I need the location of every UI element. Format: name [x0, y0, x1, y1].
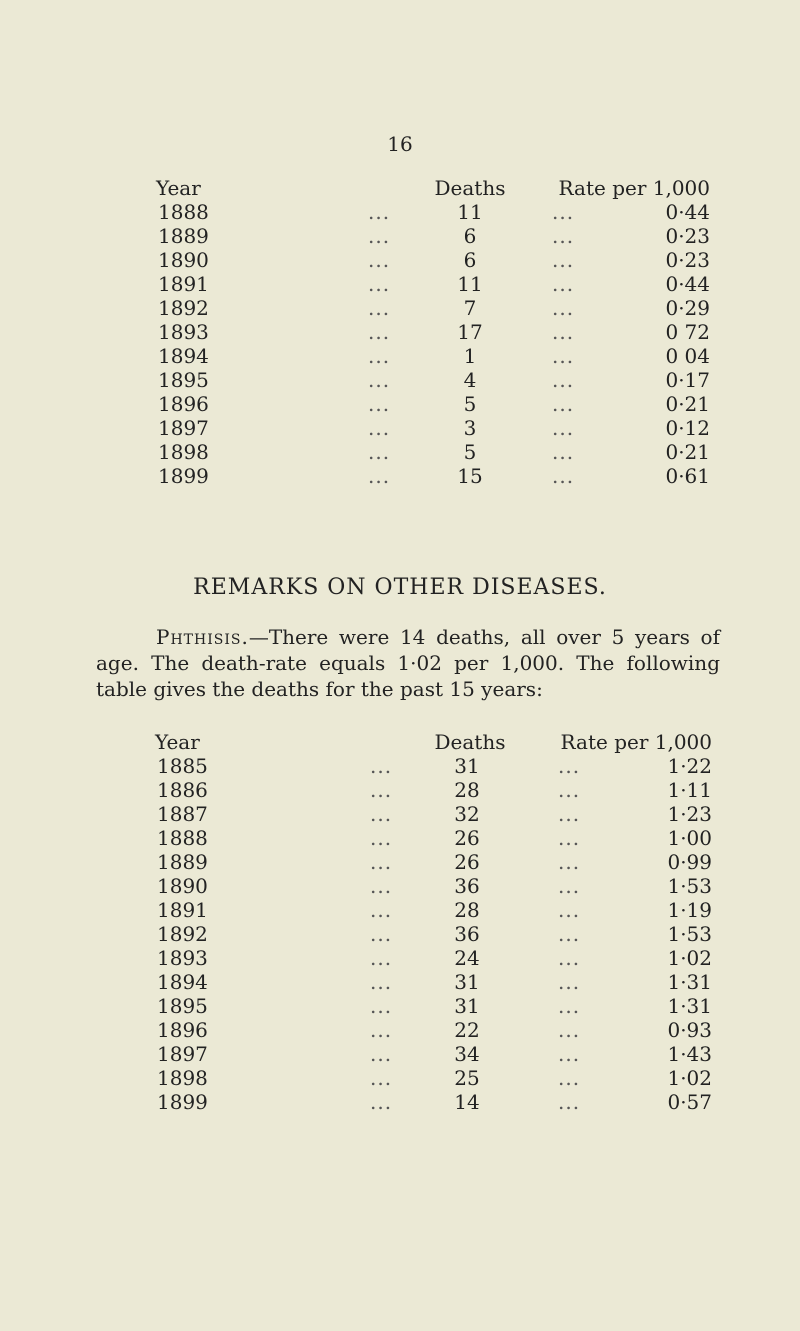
cell-deaths: 36 [454, 922, 480, 946]
leader-dots: ... [370, 826, 393, 850]
cell-deaths: 31 [454, 994, 480, 1018]
header-deaths: Deaths [434, 176, 506, 200]
leader-dots: ... [368, 464, 391, 488]
cell-rate: 1·53 [667, 874, 712, 898]
cell-year: 1885 [157, 754, 208, 778]
cell-deaths: 28 [454, 898, 480, 922]
leader-dots: ... [558, 826, 581, 850]
cell-year: 1890 [157, 874, 208, 898]
leader-dots: ... [368, 320, 391, 344]
leader-dots: ... [558, 778, 581, 802]
deaths-table-1885-1899 [0, 730, 800, 1114]
leader-dots: ... [370, 874, 393, 898]
cell-rate: 1·02 [667, 1066, 712, 1090]
cell-deaths: 11 [457, 272, 483, 296]
table-row [0, 440, 800, 464]
table-row [0, 922, 800, 946]
leader-dots: ... [558, 754, 581, 778]
cell-deaths: 32 [454, 802, 480, 826]
cell-year: 1899 [158, 464, 209, 488]
page-number: 16 [387, 132, 413, 156]
cell-deaths: 31 [454, 754, 480, 778]
cell-rate: 0·93 [667, 1018, 712, 1042]
leader-dots: ... [370, 1066, 393, 1090]
leader-dots: ... [368, 224, 391, 248]
cell-rate: 1·53 [667, 922, 712, 946]
cell-rate: 1·11 [667, 778, 712, 802]
table-row [0, 1042, 800, 1066]
table-row [0, 826, 800, 850]
leader-dots: ... [370, 1018, 393, 1042]
leader-dots: ... [368, 392, 391, 416]
cell-rate: 0·44 [665, 200, 710, 224]
cell-deaths: 26 [454, 826, 480, 850]
leader-dots: ... [368, 296, 391, 320]
leader-dots: ... [552, 272, 575, 296]
leader-dots: ... [558, 1018, 581, 1042]
table-row [0, 296, 800, 320]
leader-dots: ... [558, 994, 581, 1018]
table-row [0, 1066, 800, 1090]
table-row [0, 1090, 800, 1114]
cell-year: 1899 [157, 1090, 208, 1114]
table-header-row [0, 730, 800, 754]
leader-dots: ... [558, 946, 581, 970]
cell-deaths: 5 [463, 440, 477, 464]
cell-rate: 1·31 [667, 970, 712, 994]
leader-dots: ... [370, 778, 393, 802]
table-row [0, 344, 800, 368]
cell-deaths: 11 [457, 200, 483, 224]
table-row [0, 248, 800, 272]
cell-rate: 1·43 [667, 1042, 712, 1066]
cell-year: 1886 [157, 778, 208, 802]
header-year: Year [155, 730, 200, 754]
phthisis-paragraph [96, 624, 720, 702]
table-row [0, 874, 800, 898]
leader-dots: ... [370, 754, 393, 778]
table-row [0, 224, 800, 248]
leader-dots: ... [368, 416, 391, 440]
leader-dots: ... [558, 874, 581, 898]
table-row [0, 416, 800, 440]
leader-dots: ... [368, 248, 391, 272]
cell-rate: 0·12 [665, 416, 710, 440]
table-row [0, 392, 800, 416]
leader-dots: ... [368, 344, 391, 368]
table-row [0, 994, 800, 1018]
header-rate: Rate per 1,000 [558, 176, 710, 200]
cell-rate: 1·19 [667, 898, 712, 922]
leader-dots: ... [552, 368, 575, 392]
leader-dots: ... [552, 344, 575, 368]
cell-year: 1887 [157, 802, 208, 826]
cell-rate: 1·23 [667, 802, 712, 826]
cell-rate: 0·61 [665, 464, 710, 488]
leader-dots: ... [370, 922, 393, 946]
cell-rate: 1·22 [667, 754, 712, 778]
table-row [0, 754, 800, 778]
cell-deaths: 36 [454, 874, 480, 898]
cell-deaths: 22 [454, 1018, 480, 1042]
leader-dots: ... [370, 898, 393, 922]
leader-dots: ... [552, 200, 575, 224]
cell-rate: 0·44 [665, 272, 710, 296]
cell-year: 1890 [158, 248, 209, 272]
cell-year: 1893 [158, 320, 209, 344]
cell-deaths: 25 [454, 1066, 480, 1090]
cell-deaths: 3 [463, 416, 477, 440]
cell-year: 1896 [158, 392, 209, 416]
cell-rate: 0·17 [665, 368, 710, 392]
table-row [0, 802, 800, 826]
cell-rate: 0·57 [667, 1090, 712, 1114]
leader-dots: ... [558, 898, 581, 922]
cell-year: 1892 [158, 296, 209, 320]
leader-dots: ... [552, 392, 575, 416]
cell-year: 1895 [157, 994, 208, 1018]
leader-dots: ... [370, 850, 393, 874]
header-deaths: Deaths [434, 730, 506, 754]
leader-dots: ... [552, 224, 575, 248]
cell-rate: 0·21 [665, 440, 710, 464]
table-row [0, 970, 800, 994]
cell-year: 1888 [157, 826, 208, 850]
paragraph-text: —There were 14 deaths, all over 5 years of age. The death-rate equals 1·02 per 1,000. The following table gives the deaths for the past 15 years: [96, 625, 720, 701]
leader-dots: ... [558, 802, 581, 826]
cell-year: 1894 [158, 344, 209, 368]
cell-deaths: 5 [463, 392, 477, 416]
cell-deaths: 4 [463, 368, 477, 392]
leader-dots: ... [558, 922, 581, 946]
leader-dots: ... [368, 368, 391, 392]
table-row [0, 850, 800, 874]
cell-deaths: 26 [454, 850, 480, 874]
cell-year: 1898 [157, 1066, 208, 1090]
leader-dots: ... [552, 296, 575, 320]
table-row [0, 200, 800, 224]
cell-year: 1889 [157, 850, 208, 874]
table-row [0, 320, 800, 344]
leader-dots: ... [370, 1090, 393, 1114]
leader-dots: ... [368, 272, 391, 296]
cell-deaths: 17 [457, 320, 483, 344]
cell-deaths: 24 [454, 946, 480, 970]
cell-rate: 1·00 [667, 826, 712, 850]
cell-deaths: 31 [454, 970, 480, 994]
table-row [0, 898, 800, 922]
leader-dots: ... [552, 464, 575, 488]
leader-dots: ... [558, 1066, 581, 1090]
section-heading: REMARKS ON OTHER DISEASES. [193, 575, 607, 600]
cell-deaths: 6 [463, 248, 477, 272]
cell-deaths: 7 [463, 296, 477, 320]
cell-rate: 0·23 [665, 248, 710, 272]
cell-year: 1888 [158, 200, 209, 224]
cell-deaths: 15 [457, 464, 483, 488]
table-row [0, 1018, 800, 1042]
cell-year: 1891 [158, 272, 209, 296]
leader-dots: ... [370, 970, 393, 994]
deaths-table-1888-1899 [0, 176, 800, 488]
cell-year: 1893 [157, 946, 208, 970]
header-rate: Rate per 1,000 [560, 730, 712, 754]
table-row [0, 778, 800, 802]
cell-year: 1897 [158, 416, 209, 440]
leader-dots: ... [558, 970, 581, 994]
paragraph-lead: Phthisis. [156, 625, 249, 649]
cell-deaths: 6 [463, 224, 477, 248]
cell-rate: 0 04 [665, 344, 710, 368]
table-row [0, 946, 800, 970]
table-row [0, 272, 800, 296]
leader-dots: ... [552, 440, 575, 464]
cell-year: 1889 [158, 224, 209, 248]
table-row [0, 464, 800, 488]
leader-dots: ... [558, 1042, 581, 1066]
leader-dots: ... [368, 200, 391, 224]
cell-deaths: 14 [454, 1090, 480, 1114]
cell-year: 1894 [157, 970, 208, 994]
cell-rate: 0·29 [665, 296, 710, 320]
leader-dots: ... [368, 440, 391, 464]
cell-rate: 1·02 [667, 946, 712, 970]
cell-year: 1895 [158, 368, 209, 392]
leader-dots: ... [558, 850, 581, 874]
leader-dots: ... [552, 320, 575, 344]
header-year: Year [156, 176, 201, 200]
table-header-row [0, 176, 800, 200]
cell-year: 1897 [157, 1042, 208, 1066]
table-row [0, 368, 800, 392]
leader-dots: ... [552, 416, 575, 440]
leader-dots: ... [552, 248, 575, 272]
cell-rate: 1·31 [667, 994, 712, 1018]
cell-rate: 0·23 [665, 224, 710, 248]
cell-rate: 0 72 [665, 320, 710, 344]
cell-year: 1891 [157, 898, 208, 922]
cell-rate: 0·21 [665, 392, 710, 416]
leader-dots: ... [558, 1090, 581, 1114]
cell-deaths: 28 [454, 778, 480, 802]
cell-year: 1898 [158, 440, 209, 464]
leader-dots: ... [370, 1042, 393, 1066]
cell-rate: 0·99 [667, 850, 712, 874]
cell-year: 1896 [157, 1018, 208, 1042]
cell-deaths: 1 [463, 344, 477, 368]
leader-dots: ... [370, 994, 393, 1018]
leader-dots: ... [370, 946, 393, 970]
cell-year: 1892 [157, 922, 208, 946]
cell-deaths: 34 [454, 1042, 480, 1066]
leader-dots: ... [370, 802, 393, 826]
